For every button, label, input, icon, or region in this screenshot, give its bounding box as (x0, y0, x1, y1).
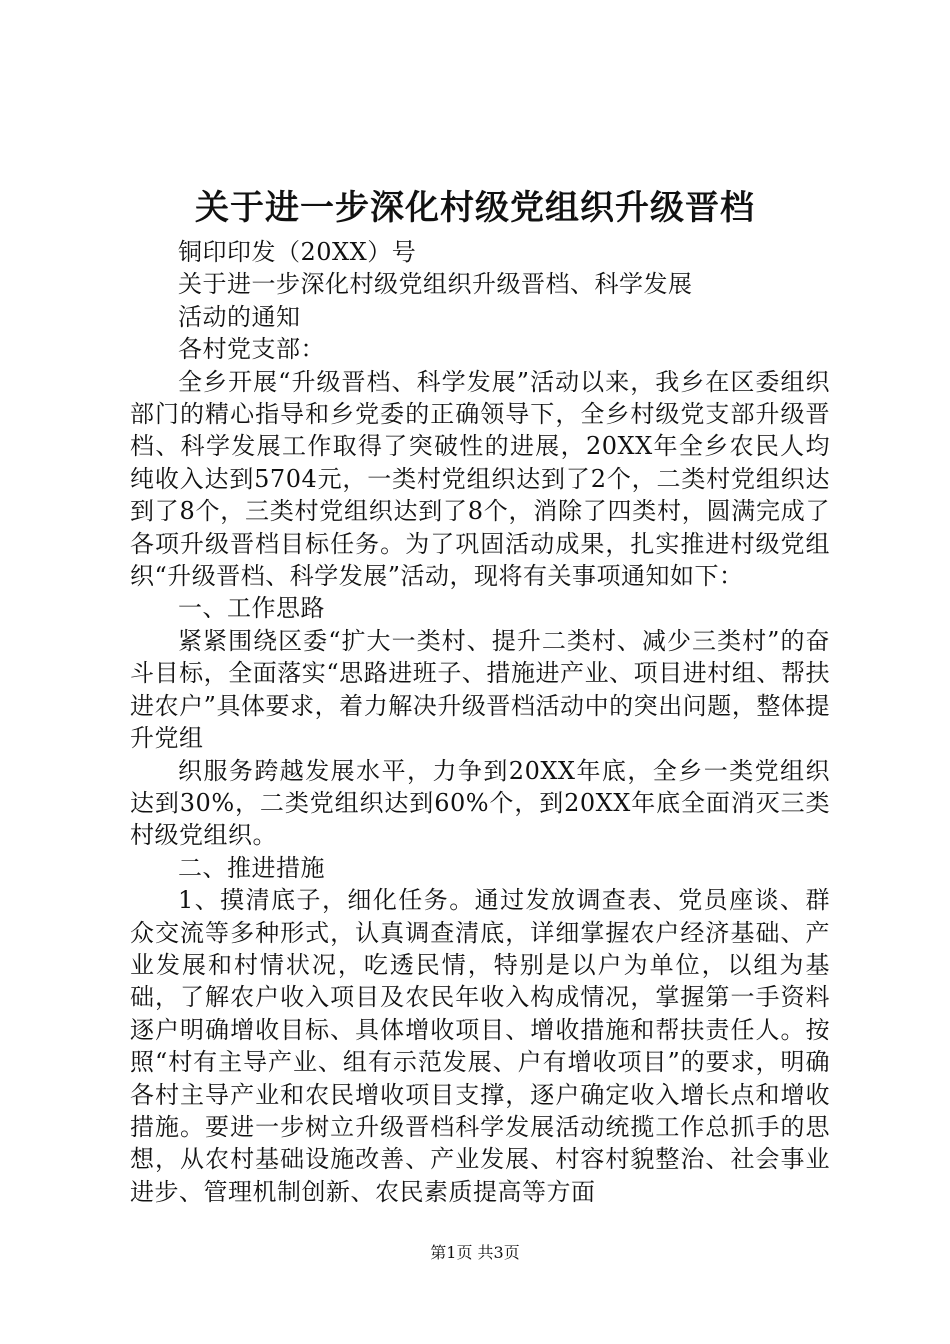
document-body (130, 236, 830, 1208)
notice-title-line-2: 活动的通知 (178, 302, 301, 331)
paragraph-goal: 织服务跨越发展水平，力争到20XX年底，全乡一类党组织达到30%，二类党组织达到60%个，到20XX年底全面消灭三类村级党组织。 (130, 756, 830, 850)
page-footer: 第1页 共3页 (430, 1243, 520, 1262)
document-title: 关于进一步深化村级党组织升级晋档 (195, 188, 755, 228)
paragraph-work-idea: 紧紧围绕区委“扩大一类村、提升二类村、减少三类村”的奋斗目标，全面落实“思路进班子、措施进产业、项目进村组、帮扶进农户”具体要求，着力解决升级晋档活动中的突出问题，整体提升党组 (130, 626, 830, 753)
paragraph-measure-1: 1、摸清底子，细化任务。通过发放调查表、党员座谈、群众交流等多种形式，认真调查清底，详细掌握农户经济基础、产业发展和村情状况，吃透民情，特别是以户为单位，以组为基础，了解农户收入项目及农民年收入构成情况，掌握第一手资料逐户明确增收目标、具体增收项目、增收措施和帮扶责任人。按照“村有主导产业、组有示范发展、户有增收项目”的要求，明确各村主导产业和农民增收项目支撑，逐户确定收入增长点和增收措施。要进一步树立升级晋档科学发展活动统揽工作总抓手的思想，从农村基础设施改善、产业发展、村容村貌整治、社会事业进步、管理机制创新、农民素质提高等方面 (130, 886, 830, 1206)
document-number: 铜印印发（20XX）号 (178, 238, 417, 266)
notice-title-line-1: 关于进一步深化村级党组织升级晋档、科学发展 (178, 270, 693, 299)
section-heading-2: 二、推进措施 (178, 853, 325, 882)
paragraph-intro: 全乡开展“升级晋档、科学发展”活动以来，我乡在区委组织部门的精心指导和乡党委的正确领导下，全乡村级党支部升级晋档、科学发展工作取得了突破性的进展，20XX年全乡农民人均纯收入达到5704元，一类村党组织达到了2个，二类村党组织达到了8个，三类村党组织达到了8个，消除了四类村，圆满完成了各项升级晋档目标任务。为了巩固活动成果，扎实推进村级党组织“升级晋档、科学发展”活动，现将有关事项通知如下： (130, 367, 830, 591)
section-heading-1: 一、工作思路 (178, 594, 325, 623)
salutation: 各村党支部： (178, 335, 325, 364)
